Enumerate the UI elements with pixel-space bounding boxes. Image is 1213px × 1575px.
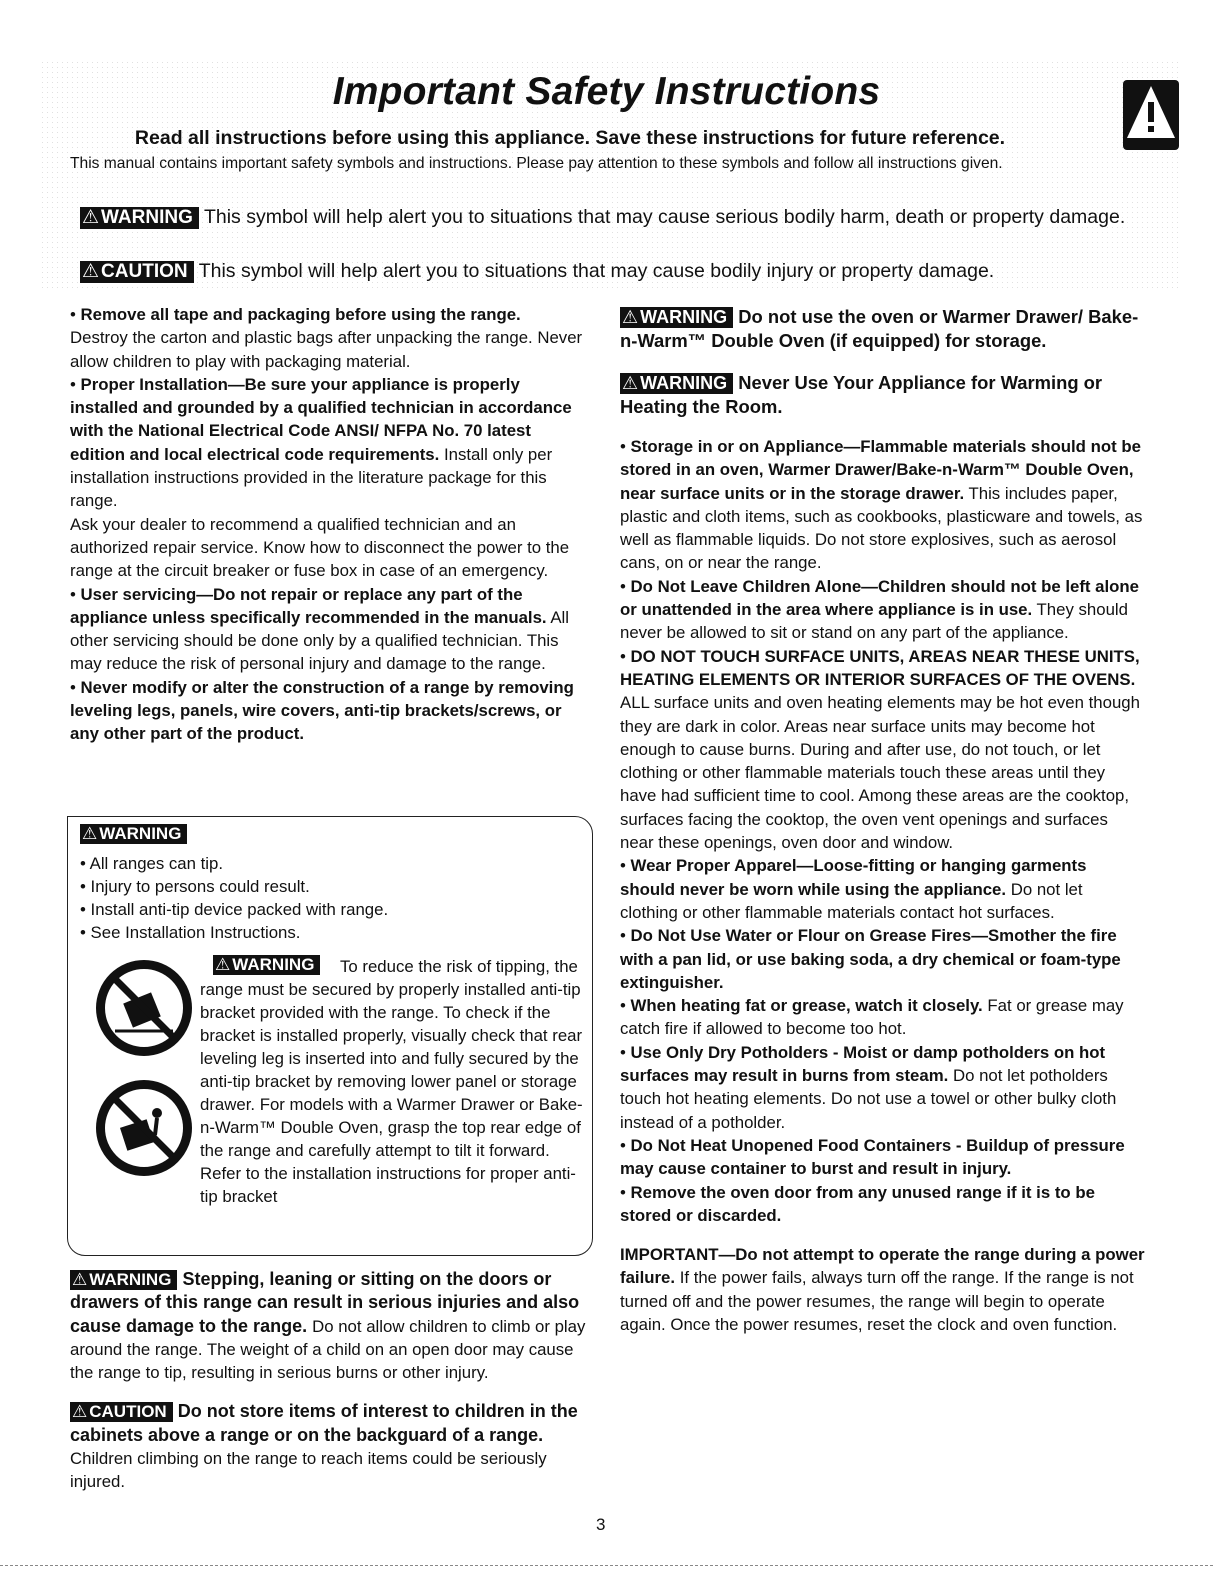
child-climbing-range-icon [96,1080,192,1176]
list-item: • Do Not Use Water or Flour on Grease Fires—Smother the fire with a pan lid, or use baking soda, a dry chemical or foam-type extinguisher. [620,926,1121,992]
list-item: • Wear Proper Apparel—Loose-fitting or hanging garments should never be worn while using the appliance. Do not let clothing or other flammable materials contact hot surfaces. [620,856,1087,922]
list-item: • All ranges can tip. [80,854,224,873]
anti-tip-warning-badge-wrap [80,824,187,844]
list-item: • Remove all tape and packaging before using the range. Destroy the carton and plastic bags after unpacking the range. Never allow children to play with packaging material. [70,305,583,371]
alert-triangle-icon: ⚠ [82,824,98,843]
alert-triangle-icon: ⚠ [82,261,100,282]
warning-badge: ⚠ WARNING [80,207,199,229]
list-item: • DO NOT TOUCH SURFACE UNITS, AREAS NEAR THESE UNITS, HEATING ELEMENTS OR INTERIOR SURFACES OF THE OVENS. ALL surface units and oven heating elements may be hot even though they are dark in color. Areas near surface units may become hot enough to cause burns. During and after use, do not touch, or let clothing or other flammable materials touch these areas until they have had sufficient time to cool. Among these areas are the cooktop, surfaces facing the cooktop, the oven vent openings and surfaces near these openings, oven door and window. [620,646,1140,853]
warning-badge: ⚠ WARNING [80,824,187,844]
stepping-warning: ⚠ WARNING Stepping, leaning or sitting on the doors or drawers of this range can result in serious injuries and also cause damage to the range. Do not allow children to climb or play around the range. The weight of a child on an open door may cause the range to tip, resulting in serious burns or other injury. [70,1269,586,1383]
caution-symbol-description: This symbol will help alert you to situations that may cause bodily injury or property damage. [198,260,995,282]
list-item: • See Installation Instructions. [80,923,301,942]
warning-symbol-row [80,206,1125,229]
intro-text: This manual contains important safety symbols and instructions. Please pay attention to these symbols and follow all instructions given. [70,155,1003,172]
right-column [620,305,1145,1336]
cabinets-caution: ⚠ CAUTION Do not store items of interest to children in the cabinets above a range or on the backguard of a range. Children climbing on the range to reach items could be seriously injured. [70,1401,578,1492]
list-item: • Injury to persons could result. [80,877,310,896]
page-subtitle: Read all instructions before using this appliance. Save these instructions for future reference. [134,127,1006,149]
warning-badge: ⚠ WARNING [213,955,320,975]
left-column-top [70,303,587,746]
list-item: • Do Not Leave Children Alone—Children should not be left alone or unattended in the area where appliance is in use. They should never be allowed to sit or stand on any part of the appliance. [620,576,1139,643]
anti-tip-instructions: To reduce the risk of tipping, the range must be secured by properly installed anti-tip bracket provided with the range. To check if the bracket is installed properly, visually check that rear leveling leg is inserted into and fully secured by the anti-tip bracket by removing lower panel or storage drawer. For models with a Warmer Drawer or Bake-n-Warm™ Double Oven, grasp the top rear edge of the range and carefully attempt to tilt it forward. Refer to the installation instructions for proper anti-tip bracket [200,957,583,1206]
page-title: Important Safety Instructions [332,70,881,113]
list-item: • User servicing—Do not repair or replace any part of the appliance unless specifically recommended in the manuals. All other servicing should be done only by a qualified technician. This may reduce the risk of personal injury and damage to the range. [70,584,569,674]
heating-warning: ⚠ WARNING Never Use Your Appliance for Warming or Heating the Room. [620,372,1103,417]
list-item: • Remove the oven door from any unused range if it is to be stored or discarded. [620,1182,1095,1225]
alert-triangle-icon: ⚠ [82,207,100,228]
list-item: • Never modify or alter the construction of a range by removing leveling legs, panels, wire covers, anti-tip brackets/screws, or any other part of the product. [70,677,574,744]
list-item: • Do Not Heat Unopened Food Containers - Buildup of pressure may cause container to burst and result in injury. [620,1135,1125,1179]
list-item: • Storage in or on Appliance—Flammable materials should not be stored in an oven, Warmer Drawer/Bake-n-Warm™ Double Oven, near surface units or in the storage drawer. This includes paper, plastic and cloth items, such as cookbooks, plasticware and towels, as well as flammable liquids. Do not store explosives, such as aerosol cans, on or near the range. [620,437,1143,573]
caution-symbol-row [80,260,994,283]
warning-badge: ⚠ WARNING [620,307,733,328]
alert-triangle-icon: ⚠ [622,373,639,393]
list-item: • When heating fat or grease, watch it closely. Fat or grease may catch fire if allowed to become too hot. [620,996,1124,1039]
alert-triangle-icon: ⚠ [72,1402,88,1422]
list-item: • Proper Installation—Be sure your appliance is properly installed and grounded by a qualified technician in accordance with the National Electrical Code ANSI/ NFPA No. 70 latest edition and local electrical code requirements. Install only per installation instructions provided in the literature package for this range. [70,374,572,511]
warning-badge: ⚠ WARNING [620,373,733,394]
footer-divider [0,1565,1213,1566]
list-item: • Use Only Dry Potholders - Moist or damp potholders on hot surfaces may result in burns from steam. Do not let potholders touch hot heating elements. Do not use a towel or other bulky cloth instead of a potholder. [620,1042,1117,1132]
left-column-bottom [70,1268,587,1494]
warning-symbol-description: This symbol will help alert you to situations that may cause serious bodily harm, death or property damage. [203,206,1126,228]
anti-tip-list [80,852,388,944]
storage-warning: ⚠ WARNING Do not use the oven or Warmer Drawer/ Bake-n-Warm™ Double Oven (if equipped) for storage. [620,306,1139,351]
alert-triangle-icon: ⚠ [72,1270,88,1289]
caution-badge: ⚠ CAUTION [80,261,194,283]
page-number: 3 [596,1515,606,1534]
warning-badge: ⚠ WARNING [70,1270,177,1290]
alert-triangle-icon: ⚠ [215,955,231,974]
alert-triangle-icon: ⚠ [622,307,639,327]
range-tipping-icon [96,960,192,1056]
power-failure-note: IMPORTANT—Do not attempt to operate the range during a power failure. If the power fails, always turn off the range. If the range is not turned off and the power resumes, the range will begin to operate again. Once the power resumes, reset the clock and oven function. [620,1245,1145,1334]
list-item: • Install anti-tip device packed with range. [80,900,389,919]
paragraph: Ask your dealer to recommend a qualified technician and an authorized repair service. Know how to disconnect the power to the range at the circuit breaker or fuse box in case of an emergency. [70,514,570,581]
caution-badge: ⚠ CAUTION [70,1402,173,1422]
